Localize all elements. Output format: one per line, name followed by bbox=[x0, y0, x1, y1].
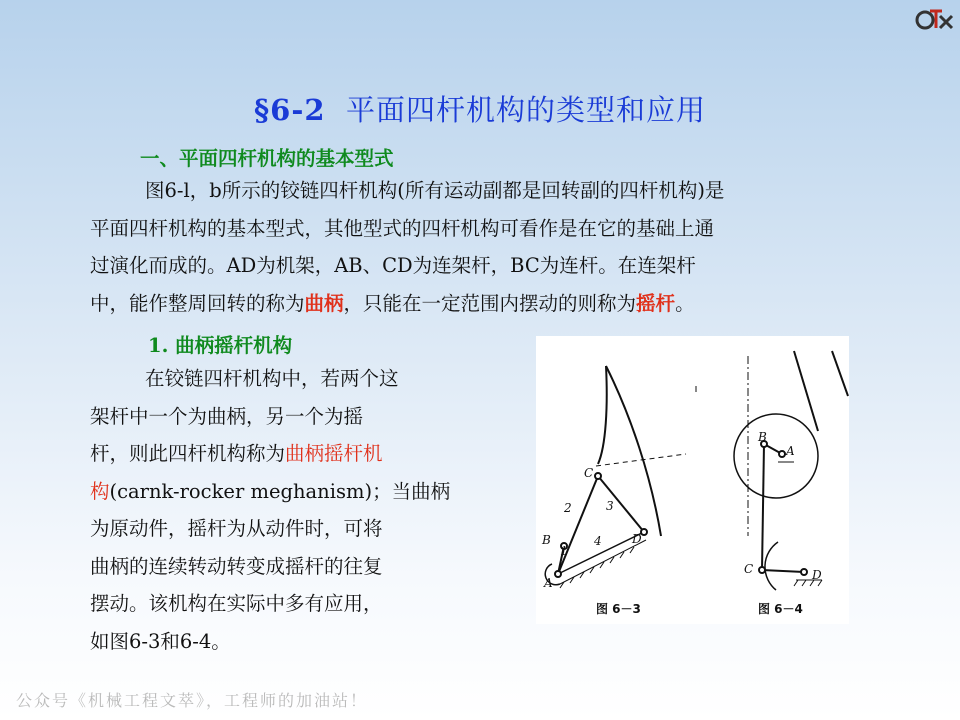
label-B: B bbox=[542, 533, 551, 547]
figure-caption-6-3: 图 6－3 bbox=[596, 602, 641, 616]
text-span: (carnk-rocker meghanism)；当曲柄 bbox=[109, 479, 451, 503]
label-A-fig4: A bbox=[786, 444, 795, 458]
crank-rocker-paragraph bbox=[90, 360, 480, 660]
otx-logo bbox=[914, 6, 954, 32]
para2-line-8: 如图6-3和6-4。 bbox=[90, 629, 231, 653]
label-2: 2 bbox=[564, 501, 572, 515]
para-line-4 bbox=[90, 285, 870, 323]
mechanism-drawings bbox=[536, 336, 849, 624]
para2-line-4 bbox=[90, 473, 480, 511]
label-D-fig4: D bbox=[812, 568, 822, 582]
para2-line-3 bbox=[90, 435, 480, 473]
text-span: 杆，则此四杆机构称为 bbox=[90, 442, 286, 465]
label-3: 3 bbox=[606, 499, 614, 513]
label-1: 1 bbox=[560, 544, 568, 558]
intro-paragraph bbox=[90, 172, 870, 322]
label-4: 4 bbox=[594, 534, 602, 548]
para2-line-1: 在铰链四杆机构中，若两个这 bbox=[145, 367, 399, 390]
para-line-1: 图6-l，b所示的铰链四杆机构(所有运动副都是回转副的四杆机构)是 bbox=[145, 179, 725, 202]
text-span: 中，能作整周回转的称为 bbox=[90, 291, 305, 315]
section-heading: 一、平面四杆机构的基本型式 bbox=[140, 147, 394, 170]
label-D: D bbox=[632, 532, 642, 546]
text-span: 。 bbox=[675, 291, 695, 315]
figure-panel bbox=[536, 336, 849, 624]
section-number: §6-2 bbox=[253, 93, 326, 127]
para2-line-6: 曲柄的连续转动转变成摇杆的往复 bbox=[90, 554, 383, 578]
para-line-3: 过演化而成的。AD为机架，AB、CD为连架杆，BC为连杆。在连架杆 bbox=[90, 254, 696, 277]
mechanism-term-end: 构 bbox=[90, 479, 110, 503]
rocker-term: 摇杆 bbox=[636, 291, 676, 315]
title-text: 平面四杆机构的类型和应用 bbox=[345, 93, 706, 127]
label-B-fig4: B bbox=[758, 430, 767, 444]
mechanism-term: 曲柄摇杆机 bbox=[285, 442, 383, 465]
para-line-2: 平面四杆机构的基本型式，其他型式的四杆机构可看作是在它的基础上通 bbox=[90, 216, 715, 240]
text-span: ，只能在一定范围内摆动的则称为 bbox=[343, 291, 637, 315]
subsection-heading: 1. 曲柄摇杆机构 bbox=[148, 334, 293, 357]
crank-term: 曲柄 bbox=[304, 291, 344, 315]
para2-line-5: 为原动件，摇杆为从动件时，可将 bbox=[90, 517, 383, 540]
page-title bbox=[0, 88, 960, 129]
label-C-fig4: C bbox=[744, 562, 754, 576]
para2-line-2: 架杆中一个为曲柄，另一个为摇 bbox=[90, 404, 364, 428]
footer-watermark: 公众号《机械工程文萃》，工程师的加油站！ bbox=[16, 691, 369, 710]
label-A: A bbox=[544, 576, 553, 590]
label-C: C bbox=[584, 466, 594, 480]
para2-line-7: 摆动。该机构在实际中多有应用， bbox=[90, 592, 383, 615]
figure-caption-6-4: 图 6－4 bbox=[758, 602, 803, 616]
